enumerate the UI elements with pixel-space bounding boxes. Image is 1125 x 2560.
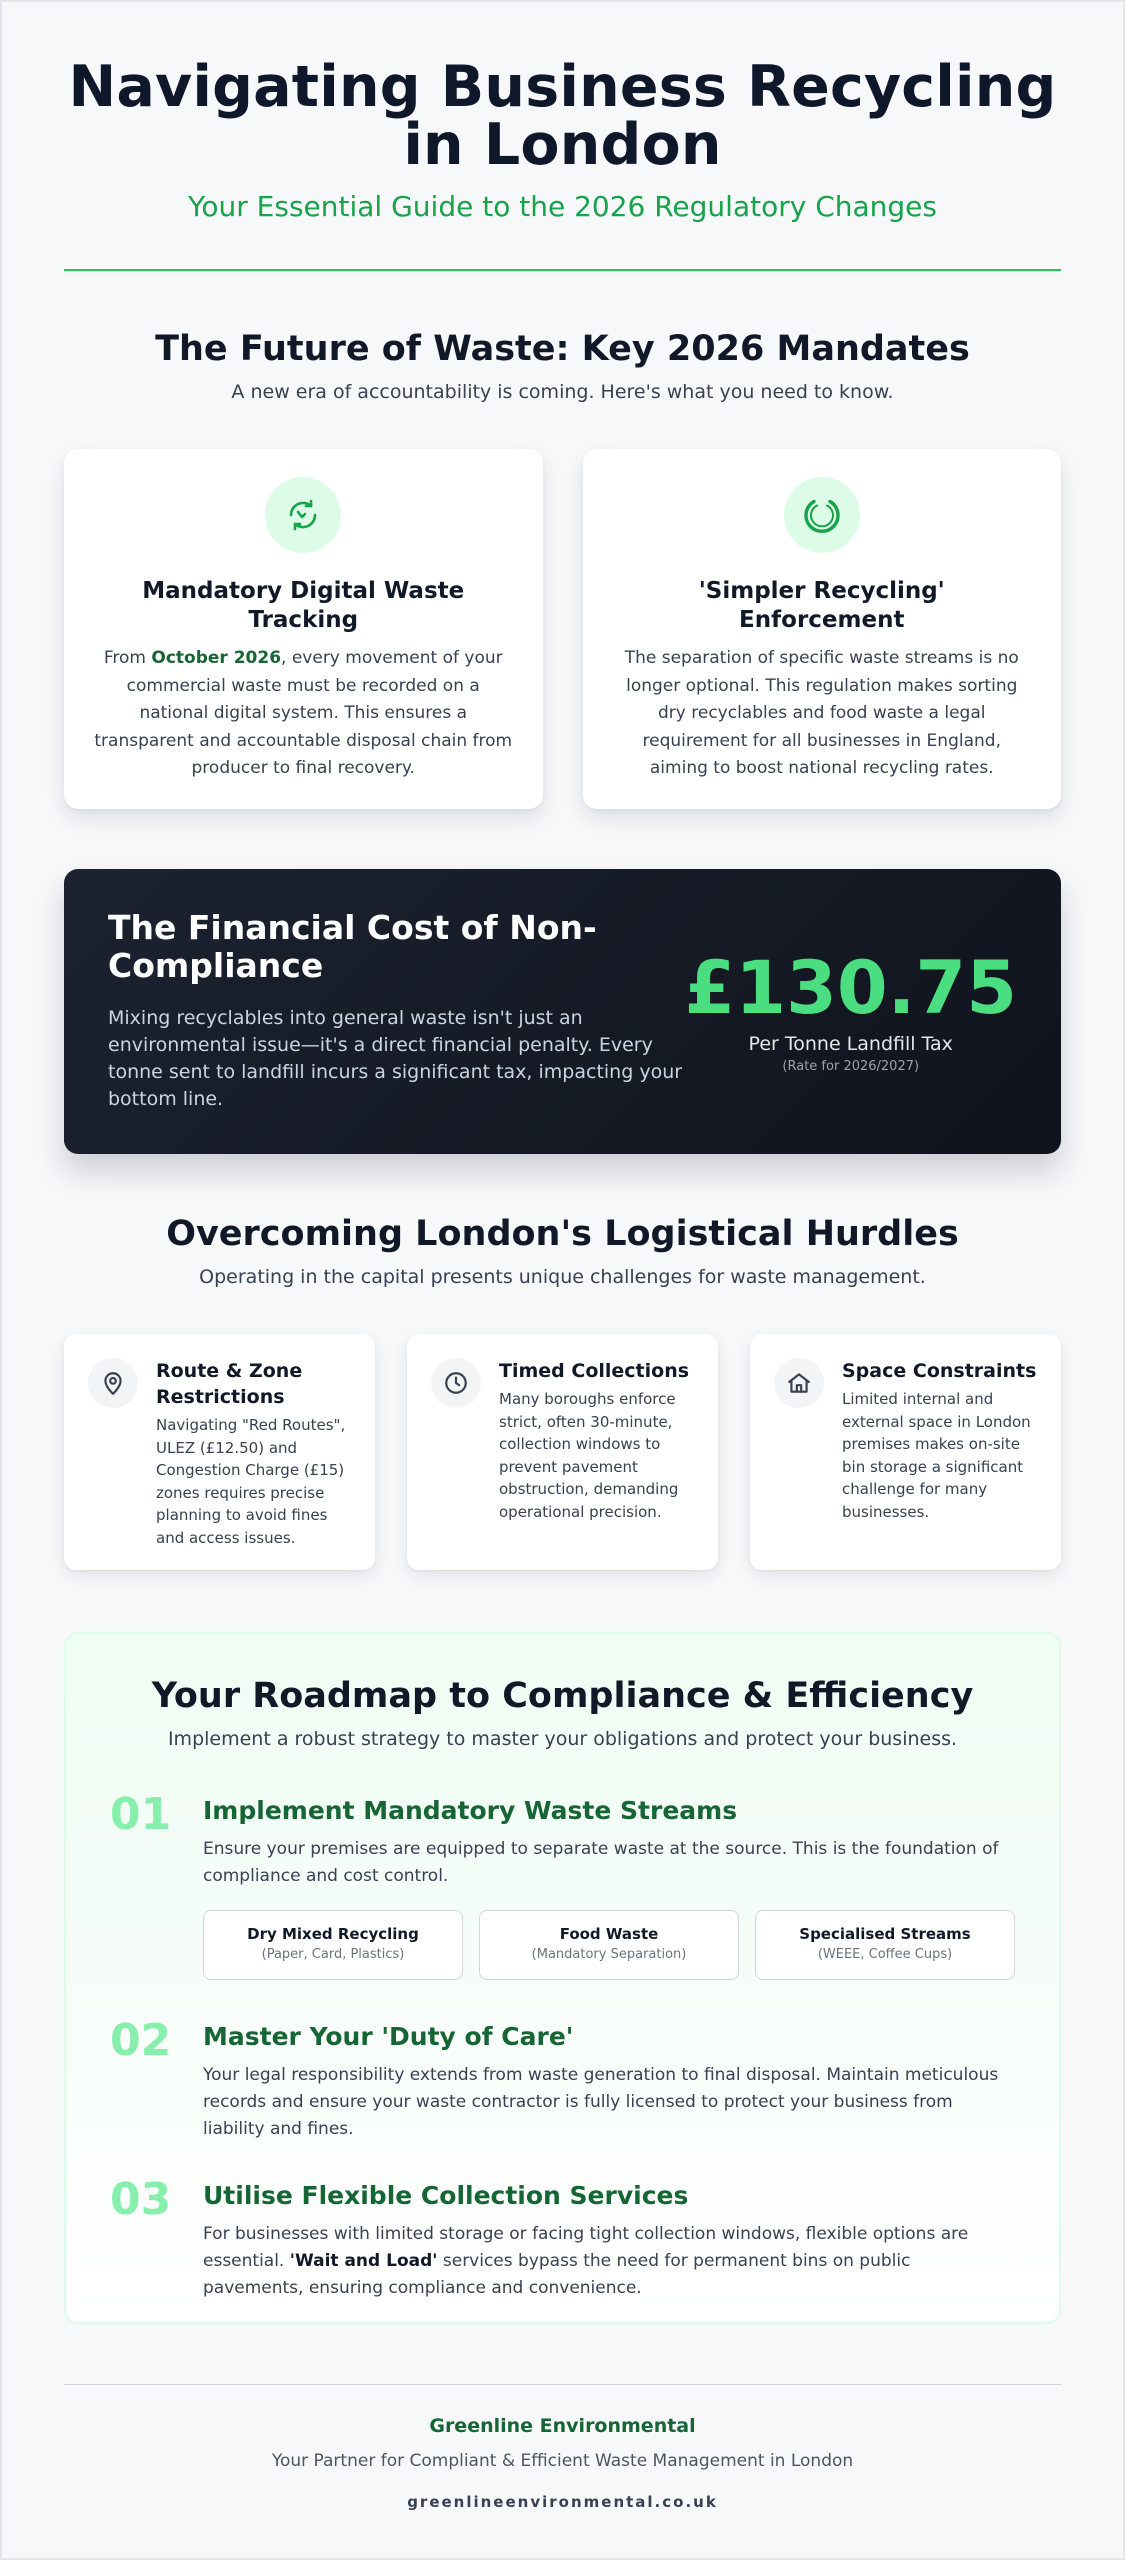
landfill-tax-label: Per Tonne Landfill Tax	[748, 1033, 953, 1055]
step-text: For businesses with limited storage or facing tight collection windows, flexible options are essential. 'Wait and Load' services bypass the need for permanent bins on public pavements, ensuring compliance and convenience.	[203, 2224, 969, 2298]
hurdle-text: Limited internal and external space in London premises makes on-site bin storage a significant challenge for many businesses.	[842, 1390, 1031, 1521]
stream-title: Dry Mixed Recycling	[247, 1925, 419, 1943]
footer-divider	[64, 2384, 1061, 2385]
mandate-card-text: From October 2026, every movement of your commercial waste must be recorded on a national digital system. This ensures a transparent and accountable disposal chain from producer to final recovery.	[94, 648, 513, 778]
hurdles-title: Overcoming London's Logistical Hurdles	[166, 1214, 959, 1254]
mandate-card-title: Mandatory Digital Waste Tracking	[142, 578, 465, 633]
waste-streams	[203, 1910, 1015, 1980]
header-divider	[64, 269, 1061, 271]
hurdle-card-timed-collections	[407, 1334, 718, 1570]
page-header	[64, 2, 1061, 223]
hurdle-title: Space Constraints	[842, 1360, 1037, 1382]
mandates-grid	[64, 449, 1061, 809]
page-footer	[64, 2415, 1061, 2511]
landfill-tax-stat	[685, 909, 1018, 1154]
stream-food-waste	[479, 1910, 739, 1980]
step-number: 02	[110, 2015, 172, 2066]
roadmap-title: Your Roadmap to Compliance & Efficiency	[151, 1676, 974, 1716]
mandates-subtitle: A new era of accountability is coming. Here's what you need to know.	[231, 381, 894, 403]
page-subtitle: Your Essential Guide to the 2026 Regulatory Changes	[187, 190, 937, 223]
financial-title: The Financial Cost of Non-Compliance	[108, 908, 597, 985]
roadmap-step-2	[110, 2015, 1015, 2143]
roadmap-step-1	[110, 1789, 1015, 1980]
roadmap-step-3	[110, 2174, 1015, 2302]
step-title: Implement Mandatory Waste Streams	[203, 1796, 738, 1825]
company-tagline: Your Partner for Compliant & Efficient Waste Management in London	[271, 2451, 854, 2471]
stream-title: Specialised Streams	[799, 1925, 971, 1943]
step-text: Ensure your premises are equipped to separate waste at the source. This is the foundation of compliance and cost control.	[203, 1839, 999, 1886]
stream-title: Food Waste	[559, 1925, 659, 1943]
mandates-title: The Future of Waste: Key 2026 Mandates	[155, 329, 970, 369]
step-number: 03	[110, 2174, 172, 2225]
roadmap-section	[64, 1632, 1061, 2324]
recycle-arrows-icon	[265, 477, 341, 553]
mandate-card-simpler-recycling	[583, 449, 1062, 809]
page-title: Navigating Business Recycling in London	[68, 54, 1057, 178]
stream-sub: (Mandatory Separation)	[531, 1947, 687, 1962]
step-number: 01	[110, 1789, 172, 1840]
financial-text: Mixing recyclables into general waste isn't just an environmental issue—it's a direct financial penalty. Every tonne sent to landfill incurs a significant tax, impacting your bottom line.	[108, 1007, 683, 1110]
mandate-card-digital-tracking	[64, 449, 543, 809]
stream-sub: (WEEE, Coffee Cups)	[817, 1947, 953, 1962]
wait-and-load-highlight: 'Wait and Load'	[289, 2251, 438, 2271]
hurdle-card-route-zone	[64, 1334, 375, 1570]
stream-sub: (Paper, Card, Plastics)	[261, 1947, 405, 1962]
map-pin-icon	[88, 1358, 138, 1408]
hurdle-card-space-constraints	[750, 1334, 1061, 1570]
hurdle-title: Route & Zone Restrictions	[156, 1360, 303, 1408]
stream-dry-mixed-recycling	[203, 1910, 463, 1980]
website-link[interactable]: greenlineenvironmental.co.uk	[407, 2493, 718, 2511]
step-title: Master Your 'Duty of Care'	[203, 2022, 574, 2051]
step-title: Utilise Flexible Collection Services	[203, 2181, 689, 2210]
hurdle-text: Navigating "Red Routes", ULEZ (£12.50) and Congestion Charge (£15) zones requires precise planning to avoid fines and access issues.	[156, 1416, 346, 1547]
financial-cost-panel	[64, 869, 1061, 1154]
hurdles-grid	[64, 1334, 1061, 1570]
mandate-card-title: 'Simpler Recycling' Enforcement	[698, 578, 945, 633]
hurdle-text: Many boroughs enforce strict, often 30-minute, collection windows to prevent pavement obstruction, demanding operational precision.	[499, 1390, 679, 1521]
home-icon	[774, 1358, 824, 1408]
hurdles-subtitle: Operating in the capital presents unique challenges for waste management.	[199, 1266, 926, 1288]
landfill-tax-note: (Rate for 2026/2027)	[782, 1059, 920, 1074]
mandates-section	[64, 329, 1061, 809]
step-text: Your legal responsibility extends from waste generation to final disposal. Maintain meticulous records and ensure your waste contractor is fully licensed to protect your business from liability and fines.	[203, 2065, 999, 2139]
mandate-date-highlight: October 2026	[151, 648, 282, 668]
roadmap-subtitle: Implement a robust strategy to master your obligations and protect your business.	[167, 1728, 958, 1750]
clock-icon	[431, 1358, 481, 1408]
hurdles-section	[64, 1214, 1061, 1570]
stream-specialised	[755, 1910, 1015, 1980]
company-name: Greenline Environmental	[429, 2415, 696, 2437]
circular-arrow-icon	[784, 477, 860, 553]
mandate-card-text: The separation of specific waste streams is no longer optional. This regulation makes sorting dry recyclables and food waste a legal requirement for all businesses in England, aiming to boost national recycling rates.	[624, 648, 1019, 778]
hurdle-title: Timed Collections	[499, 1360, 690, 1382]
landfill-tax-amount: £130.75	[684, 946, 1017, 1031]
